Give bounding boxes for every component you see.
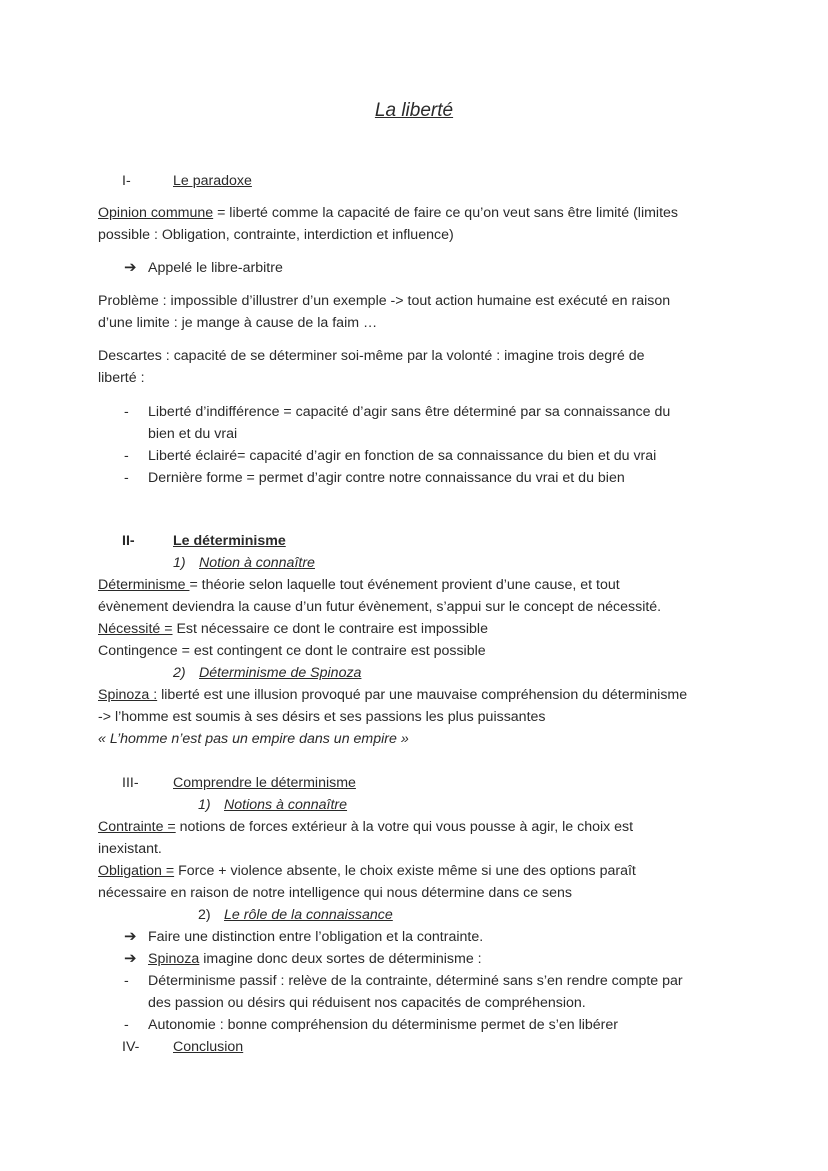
determinisme-text-1: = théorie selon laquelle tout événement provient d’une cause, et tout bbox=[189, 577, 620, 593]
det-passif-text-1: Déterminisme passif : relève de la contrainte, déterminé sans s’en rendre compte par bbox=[148, 973, 683, 989]
subsection-2-2-heading: Déterminisme de Spinoza bbox=[199, 665, 362, 681]
probleme-text-1: Problème : impossible d’illustrer d’un exemple -> tout action humaine est exécuté en raison bbox=[98, 293, 671, 309]
subsection-3-1-number: 1) bbox=[198, 797, 211, 813]
opinion-paragraph bbox=[98, 202, 738, 246]
necessite-text: Est nécessaire ce dont le contraire est impossible bbox=[172, 621, 488, 637]
determinisme-text-2: évènement deviendra la cause d’un futur évènement, s’appui sur le concept de nécessité. bbox=[98, 599, 662, 615]
probleme-text-2: d’une limite : je mange à cause de la faim … bbox=[98, 315, 378, 331]
arrow-2-rest: imagine donc deux sortes de déterminisme : bbox=[199, 951, 482, 967]
page-title: La liberté bbox=[374, 100, 454, 121]
arrow-right-icon: ➔ bbox=[124, 259, 137, 276]
bullet-dash: - bbox=[124, 448, 129, 464]
obligation-text-2: nécessaire en raison de notre intelligence qui nous détermine dans ce sens bbox=[98, 885, 572, 901]
contrainte-text-1: notions de forces extérieur à la votre qui vous pousse à agir, le choix est bbox=[175, 819, 634, 835]
section-3-number: III- bbox=[122, 775, 139, 791]
obligation-text-1: Force + violence absente, le choix existe même si une des options paraît bbox=[174, 863, 636, 879]
section-4-number: IV- bbox=[122, 1039, 140, 1055]
necessite-label: Nécessité = bbox=[98, 621, 173, 637]
contingence-text: Contingence = est contingent ce dont le contraire est possible bbox=[98, 643, 486, 659]
contrainte-label: Contrainte = bbox=[98, 819, 176, 835]
spinoza-quote: « L’homme n’est pas un empire dans un empire » bbox=[98, 731, 409, 747]
section-4-heading: Conclusion bbox=[173, 1039, 244, 1055]
spinoza-label: Spinoza : bbox=[98, 687, 158, 703]
bullet-3-text: Dernière forme = permet d’agir contre notre connaissance du vrai et du bien bbox=[148, 470, 625, 486]
contrainte-paragraph bbox=[98, 816, 738, 904]
obligation-label: Obligation = bbox=[98, 863, 175, 879]
spinoza-text-2: -> l’homme est soumis à ses désirs et ses passions les plus puissantes bbox=[98, 709, 546, 725]
section-2-number: II- bbox=[122, 533, 135, 549]
subsection-2-1-number: 1) bbox=[173, 555, 186, 571]
bullet-2-text: Liberté éclairé= capacité d’agir en fonction de sa connaissance du bien et du vrai bbox=[148, 448, 657, 464]
bullet-dash: - bbox=[124, 973, 129, 989]
spinoza-ref: Spinoza bbox=[148, 951, 200, 967]
spinoza-text-1: liberté est une illusion provoqué par une mauvaise compréhension du déterminisme bbox=[157, 687, 688, 703]
bullet-dash: - bbox=[124, 470, 129, 486]
section-1-heading: Le paradoxe bbox=[173, 173, 252, 189]
libre-arbitre-text: Appelé le libre-arbitre bbox=[148, 260, 283, 276]
autonomie-text: Autonomie : bonne compréhension du déterminisme permet de s’en libérer bbox=[148, 1017, 619, 1033]
arrow-right-icon: ➔ bbox=[124, 928, 137, 945]
arrow-right-icon: ➔ bbox=[124, 950, 137, 967]
bullet-1-text-2: bien et du vrai bbox=[148, 426, 238, 442]
subsection-3-2-heading: Le rôle de la connaissance bbox=[224, 907, 393, 923]
subsection-3-1-heading: Notions à connaître bbox=[224, 797, 348, 813]
bullet-1-text-1: Liberté d’indifférence = capacité d’agir sans être déterminé par sa connaissance du bbox=[148, 404, 671, 420]
probleme-paragraph bbox=[98, 290, 738, 334]
bullet-dash: - bbox=[124, 404, 129, 420]
bullet-dash: - bbox=[124, 1017, 129, 1033]
opinion-text-2: possible : Obligation, contrainte, interdiction et influence) bbox=[98, 227, 454, 243]
descartes-paragraph bbox=[98, 345, 738, 389]
subsection-2-1-heading: Notion à connaître bbox=[199, 555, 315, 571]
opinion-label: Opinion commune bbox=[98, 205, 214, 221]
descartes-text-1: Descartes : capacité de se déterminer soi-même par la volonté : imagine trois degré de bbox=[98, 348, 645, 364]
section-3-heading: Comprendre le déterminisme bbox=[173, 775, 356, 791]
determinisme-label: Déterminisme bbox=[98, 577, 190, 593]
arrow-2-text bbox=[148, 948, 482, 970]
det-passif-text-2: des passion ou désirs qui réduisent nos capacités de compréhension. bbox=[148, 995, 586, 1011]
subsection-2-2-number: 2) bbox=[173, 665, 186, 681]
contrainte-text-2: inexistant. bbox=[98, 841, 162, 857]
section-1-number: I- bbox=[122, 173, 131, 189]
spinoza-paragraph bbox=[98, 684, 738, 750]
opinion-text-1: = liberté comme la capacité de faire ce qu’on veut sans être limité (limites bbox=[213, 205, 678, 221]
arrow-1-text: Faire une distinction entre l’obligation et la contrainte. bbox=[148, 929, 484, 945]
determinisme-paragraph bbox=[98, 574, 738, 662]
subsection-3-2-number: 2) bbox=[198, 907, 211, 923]
section-2-heading: Le déterminisme bbox=[173, 533, 286, 549]
descartes-text-2: liberté : bbox=[98, 370, 145, 386]
